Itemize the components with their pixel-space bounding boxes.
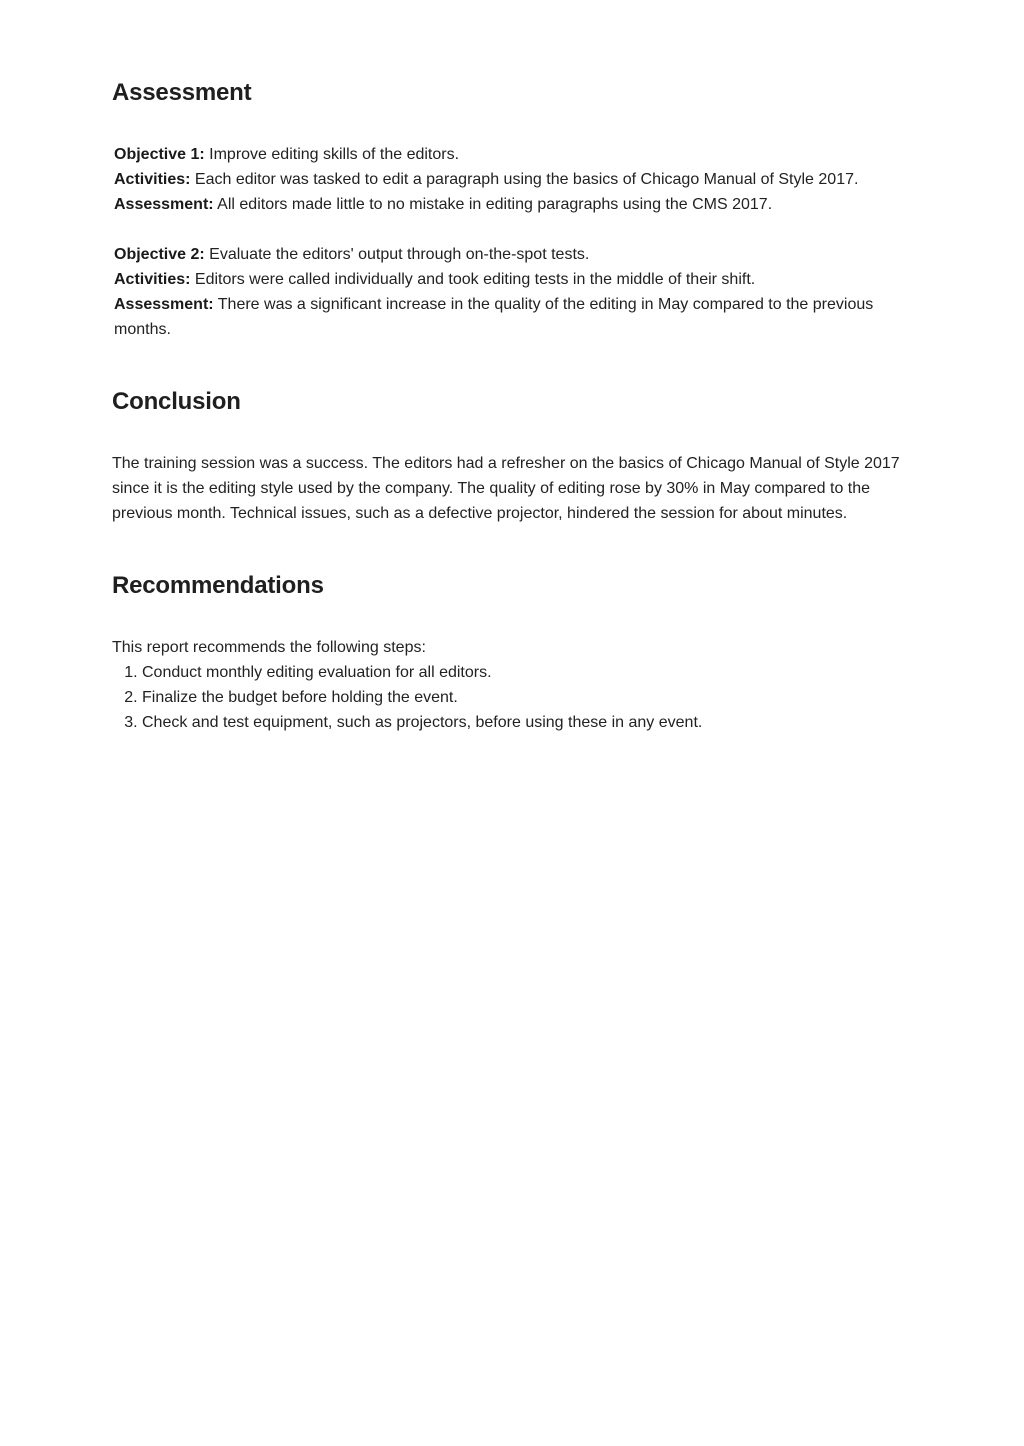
assessment-label: Assessment: xyxy=(114,296,214,313)
objective-text: Evaluate the editors' output through on-the-spot tests. xyxy=(204,246,590,263)
assessment-label: Assessment: xyxy=(114,196,214,213)
recommendations-section xyxy=(112,571,912,735)
objective-label: Objective 1: xyxy=(114,146,205,163)
conclusion-section xyxy=(112,387,912,526)
assessment-heading: Assessment xyxy=(112,79,252,106)
recommendations-body xyxy=(112,635,912,735)
recommendations-heading: Recommendations xyxy=(112,572,324,599)
recommendations-intro: This report recommends the following steps: xyxy=(112,639,426,656)
conclusion-heading: Conclusion xyxy=(112,388,241,415)
activities-label: Activities: xyxy=(114,171,191,188)
activities-text: Editors were called individually and took editing tests in the middle of their shift. xyxy=(190,271,756,288)
objective-line xyxy=(114,242,912,267)
list-item: 2. Finalize the budget before holding the event. xyxy=(142,685,912,710)
assessment-line xyxy=(114,192,912,217)
list-item: 3. Check and test equipment, such as projectors, before using these in any event. xyxy=(142,710,912,735)
activities-label: Activities: xyxy=(114,271,191,288)
objective-block xyxy=(114,142,912,217)
assessment-line xyxy=(114,292,912,342)
assessment-text: All editors made little to no mistake in editing paragraphs using the CMS 2017. xyxy=(213,196,773,213)
objective-line xyxy=(114,142,912,167)
objective-label: Objective 2: xyxy=(114,246,205,263)
activities-line xyxy=(114,167,912,192)
activities-text: Each editor was tasked to edit a paragraph using the basics of Chicago Manual of Style 2017. xyxy=(190,171,859,188)
objectives-list xyxy=(112,142,912,342)
assessment-text: There was a significant increase in the quality of the editing in May compared to the previous months. xyxy=(114,296,874,338)
objective-text: Improve editing skills of the editors. xyxy=(204,146,460,163)
objective-block xyxy=(114,242,912,342)
activities-line xyxy=(114,267,912,292)
list-item: 1. Conduct monthly editing evaluation for all editors. xyxy=(142,660,912,685)
recommendations-list xyxy=(112,660,912,735)
conclusion-paragraph: The training session was a success. The editors had a refresher on the basics of Chicago Manual of Style 2017 since it is the editing style used by the company. The quality of editing rose by 30% in May compared to the previous month. Technical issues, such as a defective projector, hindered the session for about minutes. xyxy=(112,455,900,522)
